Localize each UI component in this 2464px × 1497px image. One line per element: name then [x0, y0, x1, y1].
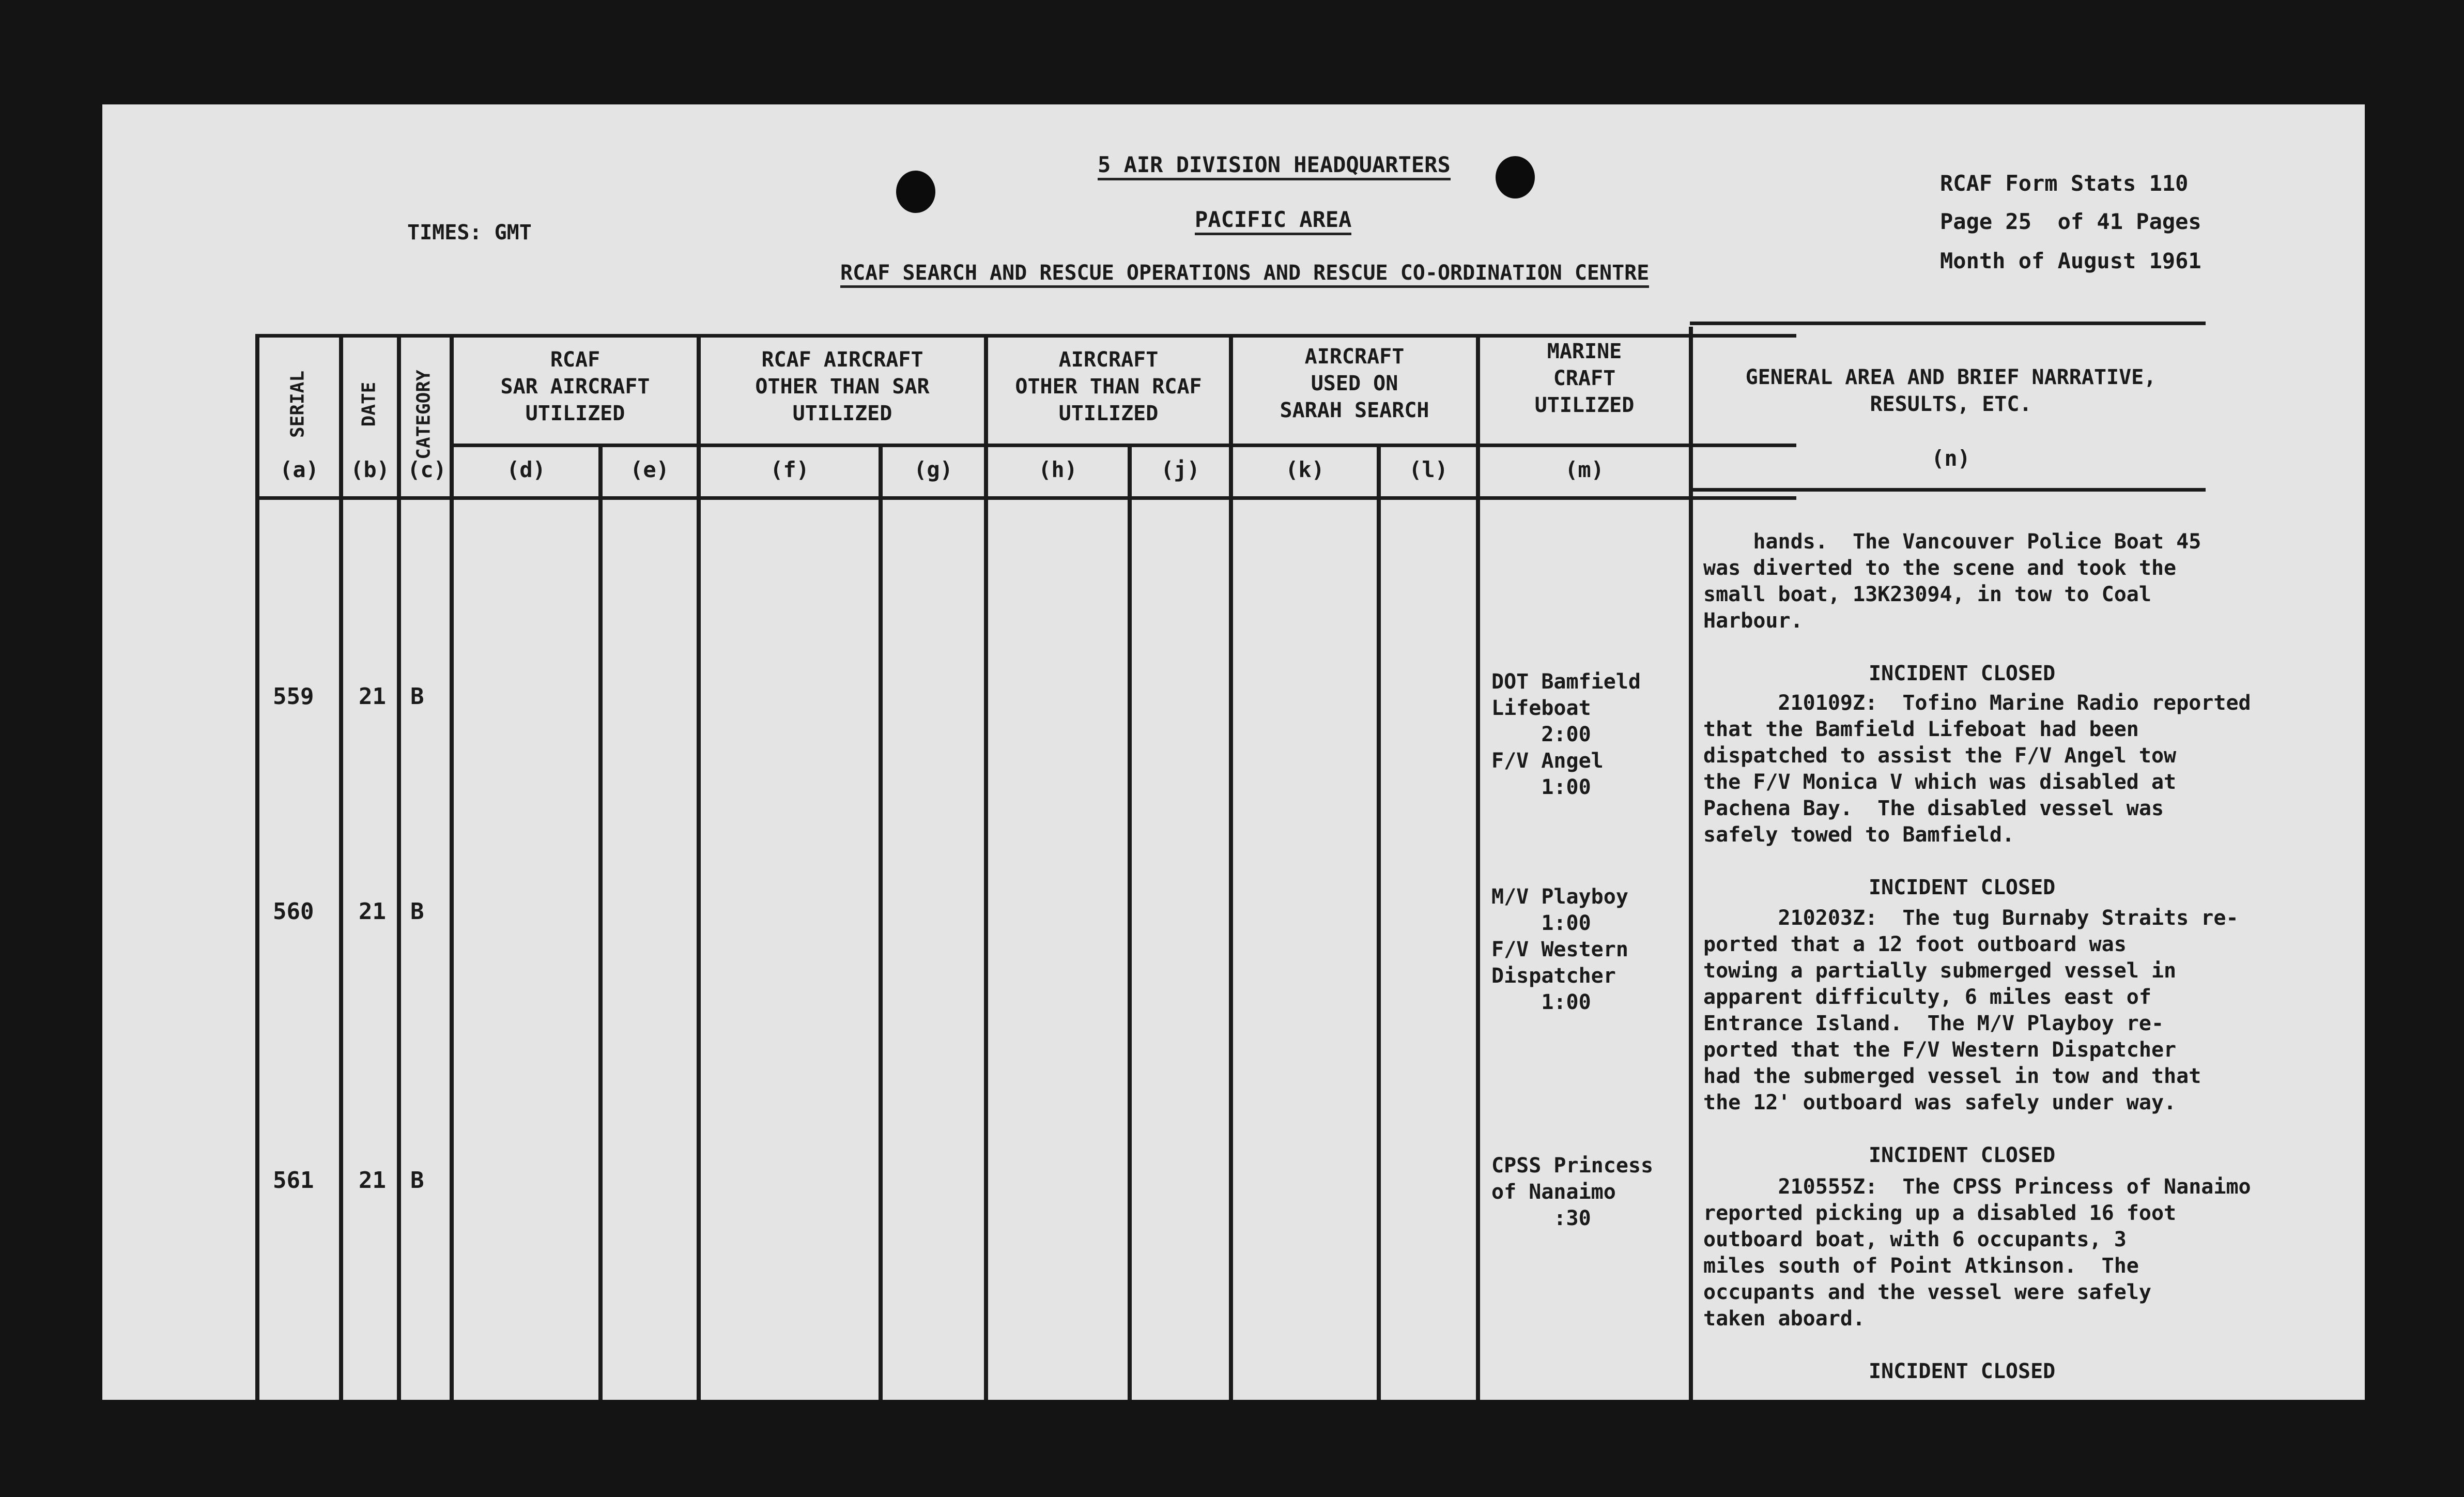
col-line-9 [1229, 334, 1233, 1400]
serial-header: SERIAL [287, 370, 309, 438]
narrative-text: 210203Z: The tug Burnaby Straits re- ported that a 12 foot outboard was towing a partially submerged vessel in apparent difficulty, 6 miles east of Entrance Island. The M/V Playboy re- ported that the F/V Western Dispatcher had the submerged vessel in tow and that the 12' outboard was safely under way. [1703, 906, 2239, 1114]
date-header: DATE [358, 381, 380, 427]
binder-hole-left [896, 171, 935, 213]
rcaf-sar-header: RCAF SAR AIRCRAFT UTILIZED [500, 348, 650, 425]
category-header: CATEGORY [413, 370, 435, 460]
col-letter-h: (h) [1038, 457, 1077, 482]
category-cell: B [410, 898, 424, 925]
centre-title: RCAF SEARCH AND RESCUE OPERATIONS AND RESCUE CO-ORDINATION CENTRE [840, 263, 1649, 288]
incident-closed-label: INCIDENT CLOSED [1869, 876, 2056, 899]
col-letter-j: (j) [1161, 457, 1200, 482]
form-name: RCAF Form Stats 110 [1940, 171, 2189, 196]
serial-cell: 559 [273, 683, 314, 710]
date-cell: 21 [359, 1167, 386, 1194]
date-cell: 21 [359, 898, 386, 925]
col-line-0 [255, 334, 259, 1400]
col-line-12 [1689, 327, 1693, 1400]
header-bottom-line-left [255, 496, 1796, 500]
area-title: PACIFIC AREA [1195, 209, 1351, 235]
narrative-cell [1703, 1148, 2251, 1438]
continuation-text: hands. The Vancouver Police Boat 45 was diverted to the scene and took the small boat, 13K23094, in tow to Coal Harbour. [1703, 530, 2201, 633]
col-letter-g: (g) [914, 457, 953, 482]
non-rcaf-aircraft-header: AIRCRAFT OTHER THAN RCAF UTILIZED [1015, 348, 1202, 425]
page-info: Page 25 of 41 Pages [1940, 209, 2201, 234]
col-line-4 [598, 444, 603, 1400]
serial-cell: 560 [273, 898, 314, 925]
serial-cell: 561 [273, 1167, 314, 1194]
marine-craft-cell: M/V Playboy 1:00 F/V Western Dispatcher 1:00 [1491, 885, 1628, 1014]
date-cell: 21 [359, 683, 386, 710]
times-label: TIMES: GMT [407, 221, 532, 245]
incident-closed-label: INCIDENT CLOSED [1869, 662, 2056, 685]
binder-hole-right [1496, 156, 1535, 198]
marine-craft-cell: DOT Bamfield Lifeboat 2:00 F/V Angel 1:00 [1491, 670, 1641, 799]
col-letter-n: (n) [1931, 446, 1970, 471]
marine-craft-cell: CPSS Princess of Nanaimo :30 [1491, 1154, 1654, 1230]
col-letter-c: (c) [407, 457, 446, 482]
col-line-7 [984, 334, 988, 1400]
col-line-10 [1377, 444, 1381, 1400]
header-bottom-line-right [1690, 488, 2206, 492]
incident-closed-label: INCIDENT CLOSED [1869, 1143, 2056, 1167]
division-title: 5 AIR DIVISION HEADQUARTERS [1098, 154, 1451, 180]
col-letter-e: (e) [630, 457, 669, 482]
col-letter-l: (l) [1409, 457, 1448, 482]
group-divider-line [452, 444, 1796, 447]
col-letter-f: (f) [770, 457, 809, 482]
col-line-6 [879, 444, 883, 1400]
col-letter-d: (d) [506, 457, 546, 482]
col-line-3 [450, 334, 454, 1400]
col-letter-b: (b) [350, 457, 390, 482]
form-sheet [102, 104, 2365, 1400]
narrative-text: 210555Z: The CPSS Princess of Nanaimo reported picking up a disabled 16 foot outboard boat, with 6 occupants, 3 miles south of Point Atkinson. The occupants and the vessel were safely taken aboard. [1703, 1175, 2251, 1331]
col-line-8 [1128, 444, 1132, 1400]
table-top-line-right [1690, 322, 2206, 325]
category-cell: B [410, 1167, 424, 1194]
narrative-header: GENERAL AREA AND BRIEF NARRATIVE, RESULTS, ETC. [1745, 365, 2157, 416]
category-cell: B [410, 683, 424, 710]
col-line-11 [1476, 334, 1480, 1400]
col-line-2 [397, 334, 401, 1400]
marine-craft-header: MARINE CRAFT UTILIZED [1534, 340, 1635, 417]
col-line-5 [697, 334, 701, 1400]
month-info: Month of August 1961 [1940, 248, 2201, 273]
col-line-1 [339, 334, 343, 1400]
col-letter-a: (a) [280, 457, 319, 482]
col-letter-k: (k) [1285, 457, 1325, 482]
sarah-search-header: AIRCRAFT USED ON SARAH SEARCH [1280, 345, 1429, 422]
col-letter-m: (m) [1565, 457, 1604, 482]
incident-closed-label: INCIDENT CLOSED [1869, 1359, 2056, 1383]
rcaf-other-header: RCAF AIRCRAFT OTHER THAN SAR UTILIZED [755, 348, 930, 425]
narrative-text: 210109Z: Tofino Marine Radio reported that the Bamfield Lifeboat had been dispatched to assist the F/V Angel tow the F/V Monica V which was disabled at Pachena Bay. The disabled vessel was safely towed to Bamfield. [1703, 691, 2251, 847]
table-top-line-left [255, 334, 1796, 338]
